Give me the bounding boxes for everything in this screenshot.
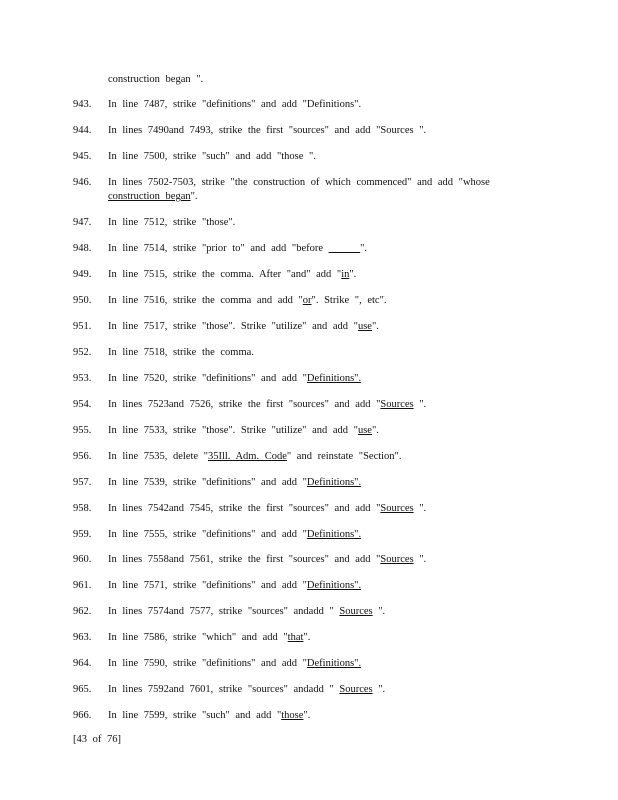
item-text: In line 7514, strike "prior to" and add "before bbox=[108, 243, 329, 254]
item-underlined: in bbox=[341, 269, 350, 280]
item-underlined: that bbox=[287, 632, 304, 643]
item-underlined: Definitions". bbox=[306, 477, 362, 488]
item-text-post: ". bbox=[360, 243, 368, 254]
item-text-post: ". bbox=[372, 684, 386, 695]
item-underlined: ______ bbox=[328, 243, 361, 254]
item-text-post: ". bbox=[413, 399, 427, 410]
item-number: 956. bbox=[73, 451, 92, 462]
item-text: In line 7487, strike "definitions" and add " bbox=[108, 99, 307, 110]
item-text: In line 7516, strike the comma and add " bbox=[108, 295, 303, 306]
item-underlined: construction began bbox=[108, 191, 191, 202]
item-number: 944. bbox=[73, 125, 92, 136]
item-text: In line 7518, strike the comma. bbox=[108, 347, 254, 358]
item-underlined: 35Ill. Adm. Code bbox=[207, 451, 287, 462]
item-text-post: ". bbox=[303, 710, 311, 721]
page-number-footer: [43 of 76] bbox=[73, 734, 121, 745]
item-number: 964. bbox=[73, 658, 92, 669]
item-number: 947. bbox=[73, 217, 92, 228]
item-text: In line 7586, strike "which" and add " bbox=[108, 632, 288, 643]
item-underlined: those bbox=[281, 710, 304, 721]
item-text: In lines 7490and 7493, strike the first "sources" and add "Sources ". bbox=[108, 125, 427, 136]
item-text-post: ". Strike ", etc". bbox=[311, 295, 387, 306]
item-underlined: Definitions". bbox=[306, 373, 362, 384]
item-number: 962. bbox=[73, 606, 92, 617]
item-text: In line 7539, strike "definitions" and add " bbox=[108, 477, 307, 488]
item-number: 958. bbox=[73, 503, 92, 514]
item-text: In line 7512, strike "those". bbox=[108, 217, 236, 228]
item-946-continuation bbox=[108, 191, 198, 202]
item-text: In line 7520, strike "definitions" and add " bbox=[108, 373, 307, 384]
item-text: In line 7515, strike the comma. After "and" add " bbox=[108, 269, 342, 280]
item-number: 953. bbox=[73, 373, 92, 384]
item-number: 949. bbox=[73, 269, 92, 280]
item-underlined: use bbox=[357, 425, 372, 436]
item-text-post: Definitions". bbox=[306, 99, 362, 110]
item-text-post: ". bbox=[349, 269, 357, 280]
item-number: 960. bbox=[73, 554, 92, 565]
item-underlined: use bbox=[357, 321, 372, 332]
item-text: In lines 7592and 7601, strike "sources" andadd " bbox=[108, 684, 340, 695]
item-number: 963. bbox=[73, 632, 92, 643]
item-number: 955. bbox=[73, 425, 92, 436]
item-underlined: Sources bbox=[339, 606, 373, 617]
item-text-post: ". bbox=[371, 321, 379, 332]
item-number: 966. bbox=[73, 710, 92, 721]
item-text-post: ". bbox=[372, 606, 386, 617]
item-number: 948. bbox=[73, 243, 92, 254]
item-number: 952. bbox=[73, 347, 92, 358]
item-underlined: or bbox=[302, 295, 312, 306]
item-underlined: Definitions". bbox=[306, 529, 362, 540]
continuation-line bbox=[108, 74, 203, 85]
item-underlined: Definitions". bbox=[306, 658, 362, 669]
item-text: In lines 7542and 7545, strike the first "sources" and add " bbox=[108, 503, 381, 514]
item-number: 943. bbox=[73, 99, 92, 110]
item-number: 959. bbox=[73, 529, 92, 540]
item-number: 945. bbox=[73, 151, 92, 162]
item-number: 957. bbox=[73, 477, 92, 488]
item-number: 965. bbox=[73, 684, 92, 695]
item-text: In line 7535, delete " bbox=[108, 451, 208, 462]
item-number: 954. bbox=[73, 399, 92, 410]
item-underlined: Sources bbox=[339, 684, 373, 695]
item-text-post: ". bbox=[371, 425, 379, 436]
item-text-post: ". bbox=[413, 554, 427, 565]
item-text-post: ". bbox=[190, 191, 198, 202]
item-number: 951. bbox=[73, 321, 92, 332]
item-number: 961. bbox=[73, 580, 92, 591]
item-underlined: Sources bbox=[380, 554, 414, 565]
item-underlined: Sources bbox=[380, 399, 414, 410]
item-text: In line 7571, strike "definitions" and add " bbox=[108, 580, 307, 591]
item-text: In line 7599, strike "such" and add " bbox=[108, 710, 282, 721]
item-text: In lines 7558and 7561, strike the first "sources" and add " bbox=[108, 554, 381, 565]
item-text: In lines 7574and 7577, strike "sources" andadd " bbox=[108, 606, 340, 617]
item-text-post: ". bbox=[303, 632, 311, 643]
item-text: In line 7533, strike "those". Strike "utilize" and add " bbox=[108, 425, 358, 436]
item-text-post: ". bbox=[413, 503, 427, 514]
continuation-text: construction began ". bbox=[108, 74, 204, 85]
item-text: In line 7555, strike "definitions" and add " bbox=[108, 529, 307, 540]
item-text: In lines 7523and 7526, strike the first "sources" and add " bbox=[108, 399, 381, 410]
item-number: 950. bbox=[73, 295, 92, 306]
item-text: In lines 7502-7503, strike "the construction of which commenced" and add "whose bbox=[108, 177, 490, 188]
item-underlined: Definitions". bbox=[306, 580, 362, 591]
item-text: In line 7500, strike "such" and add "those ". bbox=[108, 151, 316, 162]
item-text: In line 7517, strike "those". Strike "utilize" and add " bbox=[108, 321, 358, 332]
item-underlined: Sources bbox=[380, 503, 414, 514]
item-number: 946. bbox=[73, 177, 92, 188]
item-text-post: " and reinstate "Section". bbox=[286, 451, 402, 462]
item-text: In line 7590, strike "definitions" and add " bbox=[108, 658, 307, 669]
